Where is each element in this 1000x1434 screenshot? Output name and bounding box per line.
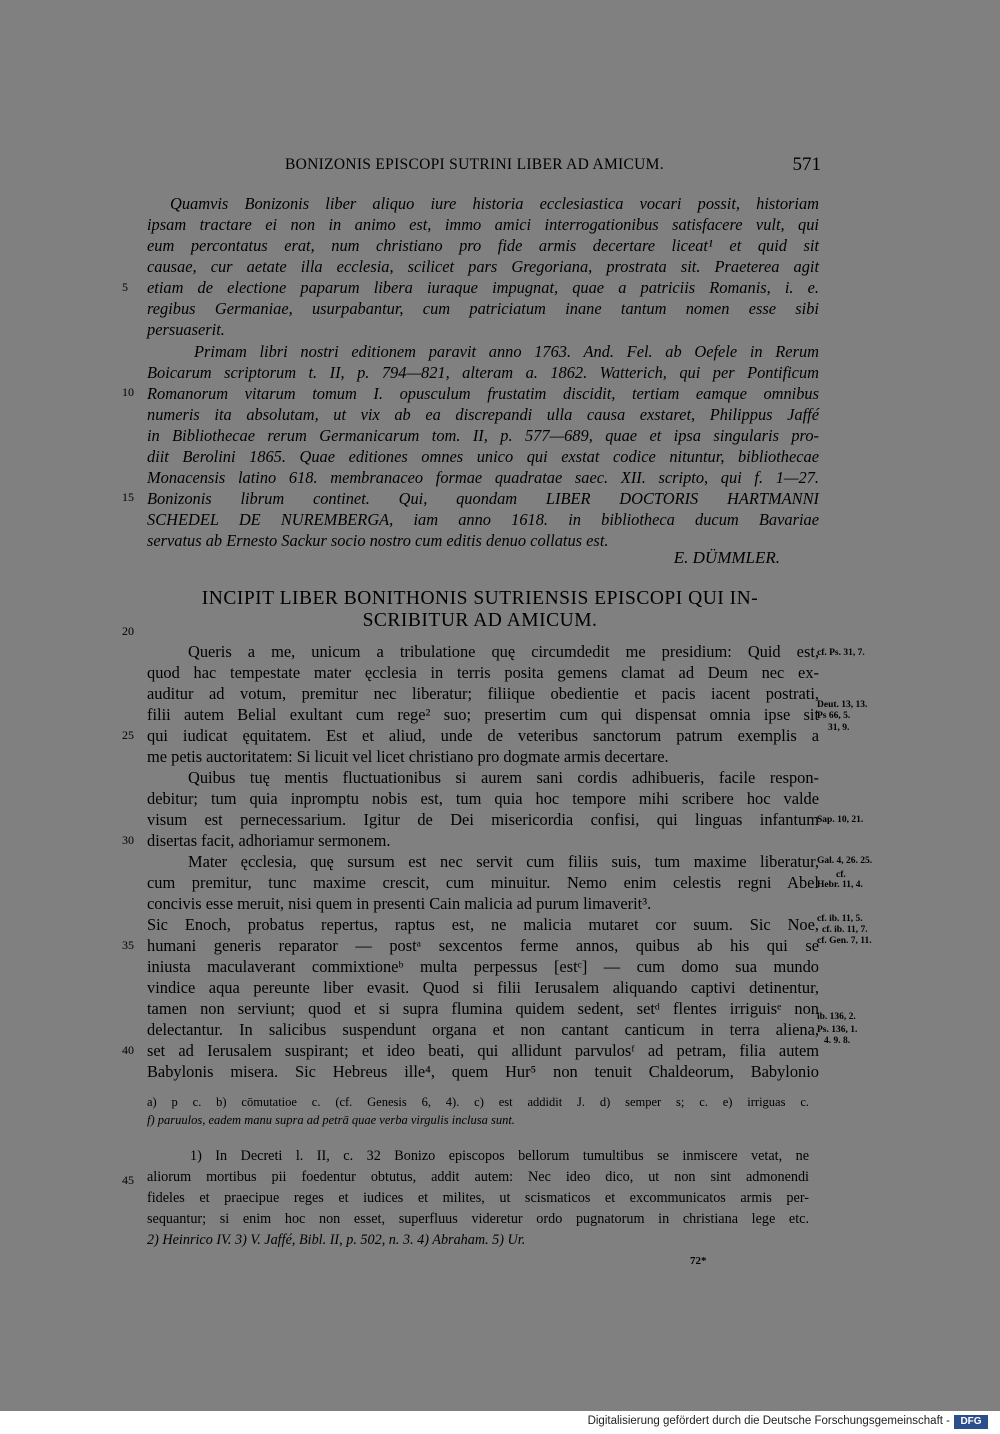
text-line: disertas facit, adhoriamur sermonem. (147, 831, 391, 850)
text-line: Babylonis misera. Sic Hebreus ille⁴, quem Hur⁵ non tenuit Chaldeorum, Babylonio (147, 1062, 819, 1081)
signature-mark: 72* (690, 1255, 707, 1267)
text-line: debitur; tum quia inpromptu nobis est, tum quia hoc tempore mihi scribere hoc valde (147, 789, 819, 808)
intro-line: Quamvis Bonizonis liber aliquo iure historia ecclesiastica vocari possit, historiam (170, 194, 819, 213)
margin-note: cf. (836, 870, 846, 880)
incipit-title-line: INCIPIT LIBER BONITHONIS SUTRIENSIS EPISCOPI QUI IN- (201, 588, 759, 609)
intro-line: etiam de electione paparum libera iuraque impugnat, quae a patriciis Romanis, i. e. (147, 278, 819, 297)
intro-line: in Bibliothecae rerum Germanicarum tom. II, p. 577—689, quae et ipsa singularis pro- (147, 426, 819, 445)
text-line: humani generis reparator — postᵃ sexcentos ferme annos, quibus ab his qui se (147, 936, 819, 955)
line-number: 35 (122, 938, 134, 952)
text-line: qui iudicat ęquitatem. Est et aliud, unde de veteribus sanctorum patrum exemplis a (147, 726, 819, 745)
intro-line: eum percontatus erat, num christiano pro fide armis decertare liceat¹ et quid sit (147, 236, 819, 255)
page-number: 571 (792, 154, 821, 175)
running-header (140, 150, 825, 180)
margin-note: cf. Gen. 7, 11. (817, 936, 872, 946)
line-number: 5 (122, 280, 128, 294)
footer-bar (0, 1411, 1000, 1434)
line-number: 10 (122, 385, 134, 399)
text-line: vindice aqua pereunte liber evasit. Quod si filii Ierusalem aliquando captivi detinentur, (147, 978, 819, 997)
margin-note: cf. ib. 11, 7. (822, 925, 868, 935)
variant-note: a) p c. b) cōmutatioe c. (cf. Genesis 6, 4). c) est addidit J. d) semper s; c. e) irriguas c. (147, 1095, 809, 1109)
intro-line: servatus ab Ernesto Sackur socio nostro cum editis denuo collatus est. (147, 531, 609, 550)
intro-line: Bonizonis librum continet. Qui, quondam LIBER DOCTORIS HARTMANNI (147, 489, 819, 508)
intro-line: Monacensis latino 618. membranaceo formae quadratae saec. XII. scripto, qui f. 1—27. (147, 468, 819, 487)
text-line: Quibus tuę mentis fluctuationibus si aurem sani cordis adhibueris, facile respon- (188, 768, 819, 787)
intro-line: Romanorum vitarum tomum I. opusculum frustatim discidit, tertiam eamque omnibus (147, 384, 819, 403)
footnote-line: sequantur; si enim hoc non esset, superfluus videretur ordo pugnatorum in christiana lege etc. (147, 1211, 809, 1227)
footnote-line: aliorum mortibus pii foedentur obtutus, addit autem: Nec ideo dico, ut non sint admonendi (147, 1169, 809, 1185)
intro-line: numeris ita absolutam, ut vix ab ea discrepandi ulla causa exstaret, Philippus Jaffé (147, 405, 819, 424)
intro-line: causae, cur aetate illa ecclesia, scilicet pars Gregoriana, prostrata sit. Praeterea agit (147, 257, 819, 276)
margin-note: 31, 9. (828, 723, 850, 733)
text-line: delectantur. In salicibus suspendunt organa et non cantant canticum in terra aliena, (147, 1020, 819, 1039)
text-line: cum premitur, tunc maxime crescit, cum minuitur. Nemo enim celestis regni Abel (147, 873, 819, 892)
text-line: set ad Ierusalem suspirant; et ideo beati, qui allidunt parvulosᶠ ad petram, filia autem (147, 1041, 819, 1060)
text-line: Mater ęcclesia, quę sursum est nec servit cum filiis suis, tum maxime liberatur, (188, 852, 819, 871)
text-line: me petis auctoritatem: Si licuit vel licet christiano pro dogmate armis decertare. (147, 747, 669, 766)
intro-signature: E. DÜMMLER. (673, 548, 780, 567)
intro-line: SCHEDEL DE NUREMBERGA, iam anno 1618. in bibliotheca ducum Bavariae (147, 510, 819, 529)
margin-note: ib. 136, 2. (817, 1012, 856, 1022)
line-number: 25 (122, 728, 134, 742)
margin-note: cf. ib. 11, 5. (817, 914, 863, 924)
margin-note: cf. Ps. 31, 7. (817, 648, 865, 658)
intro-line: Boicarum scriptorum t. II, p. 794—821, alteram a. 1862. Watterich, qui per Pontificum (147, 363, 819, 382)
text-line: Queris a me, unicum a tribulatione quę circumdedit me presidium: Quid est, (188, 642, 819, 661)
intro-line: Primam libri nostri editionem paravit anno 1763. And. Fel. ab Oefele in Rerum (194, 342, 819, 361)
margin-note: Deut. 13, 13. (817, 700, 868, 710)
footnote-line: 1) In Decreti l. II, c. 32 Bonizo episcopos bellorum tumultibus se inmiscere vetat, ne (190, 1148, 809, 1164)
footnote-line: fideles et praecipue reges et iudices et milites, ut scismaticos et excommunicatos armis per- (147, 1190, 809, 1206)
margin-note: Ps. 136, 1. (817, 1025, 858, 1035)
incipit-title-line: SCRIBITUR AD AMICUM. (362, 610, 598, 631)
margin-note: Hebr. 11, 4. (817, 880, 863, 890)
text-line: tamen non serviunt; quod et si supra flumina quidem sedent, setᵈ flentes irriguisᵉ non (147, 999, 819, 1018)
margin-note: Sap. 10, 21. (817, 815, 864, 825)
text-line: auditur ad votum, premitur nec liberatur; filiique obedientie et pacis iacent postrati, (147, 684, 819, 703)
margin-note: Gal. 4, 26. 25. (817, 856, 873, 866)
intro-line: ipsam tractare ei non in animo est, immo amici interrogationibus satisfacere vult, qui (147, 215, 819, 234)
line-number: 45 (122, 1173, 134, 1187)
dfg-logo[interactable]: DFG (954, 1415, 988, 1429)
text-line: filii autem Belial exultant cum rege² suo; presertim cum qui dispensat omnia ipse sit (147, 705, 819, 724)
line-number: 30 (122, 833, 134, 847)
funding-notice: Digitalisierung gefördert durch die Deutsche Forschungsgemeinschaft - (587, 1415, 950, 1427)
variant-note: f) paruulos, eadem manu supra ad petrā quae verba virgulis inclusa sunt. (147, 1113, 515, 1127)
footnote-line: 2) Heinrico IV. 3) V. Jaffé, Bibl. II, p. 502, n. 3. 4) Abraham. 5) Ur. (147, 1232, 526, 1248)
intro-line: persuaserit. (147, 320, 225, 339)
text-line: concivis esse meruit, nisi quem in presenti Cain malicia ad purum limaverit³. (147, 894, 652, 913)
intro-line: regibus Germaniae, usurpabantur, cum patriciatum inane tantum nomen esse sibi (147, 299, 819, 318)
running-title: BONIZONIS EPISCOPI SUTRINI LIBER AD AMICUM. (285, 156, 664, 173)
margin-note: Ps 66, 5. (817, 711, 851, 721)
margin-note: 4. 9. 8. (824, 1036, 851, 1046)
text-line: quod hac tempestate mater ęcclesia in terris posita gemens clamat ad Deum nec ex- (147, 663, 819, 682)
intro-line: diit Berolini 1865. Quae editiones omnes unico qui exstat codice nituntur, bibliothecae (147, 447, 819, 466)
line-number: 40 (122, 1043, 134, 1057)
line-number: 15 (122, 490, 134, 504)
text-line: iniusta maculaverant commixtioneᵇ multa perpessus [estᶜ] — cum domo sua mundo (147, 957, 819, 976)
line-number: 20 (122, 624, 134, 638)
text-line: Sic Enoch, probatus repertus, raptus est, ne malicia mutaret cor suum. Sic Noe, (147, 915, 819, 934)
text-line: visum est pernecessarium. Igitur de Dei misericordia confisi, qui linguas infantum (147, 810, 819, 829)
